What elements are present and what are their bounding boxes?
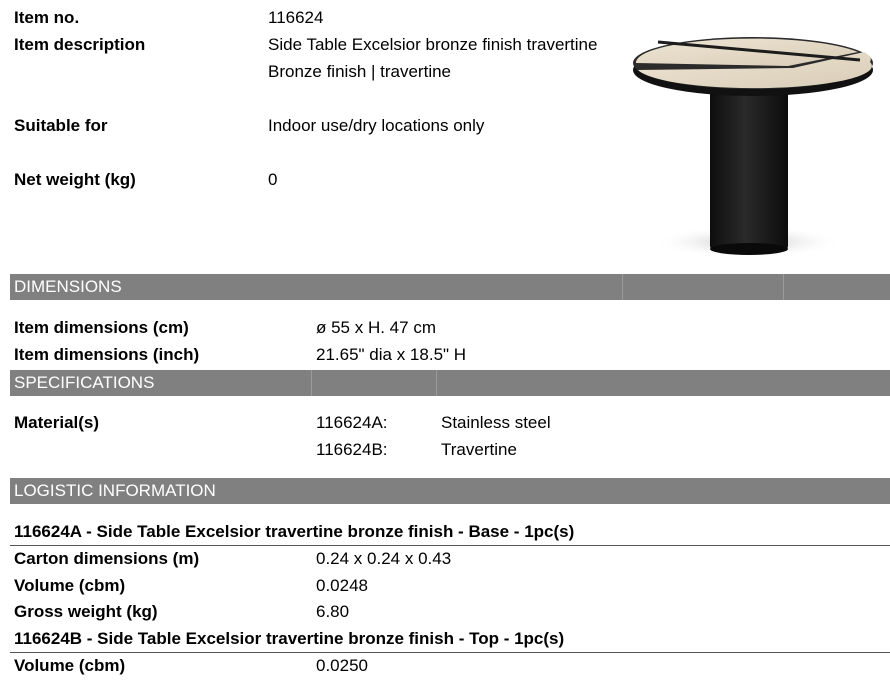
material-name: Travertine — [441, 440, 517, 459]
product-image — [628, 30, 890, 265]
carton-dimensions-value: 0.24 x 0.24 x 0.43 — [316, 549, 452, 568]
material-code: 116624A: — [316, 413, 388, 432]
net-weight-label: Net weight (kg) — [14, 170, 136, 189]
logistic-title: LOGISTIC INFORMATION — [14, 481, 216, 500]
band-divider — [783, 274, 784, 300]
dimensions-title: DIMENSIONS — [14, 277, 122, 296]
logistic-section-header — [10, 478, 890, 504]
item-no-value: 116624 — [268, 8, 324, 27]
materials-label: Material(s) — [14, 413, 100, 432]
dimensions-section-header — [10, 274, 890, 300]
suitable-for-value: Indoor use/dry locations only — [268, 116, 485, 135]
part-a-title: 116624A - Side Table Excelsior travertine bronze finish - Base - 1pc(s) — [14, 522, 575, 541]
item-no-label: Item no. — [14, 8, 80, 27]
item-description-label: Item description — [14, 35, 146, 54]
item-dimensions-inch-label: Item dimensions (inch) — [14, 345, 200, 364]
band-divider — [311, 370, 312, 396]
part-a-divider — [10, 545, 890, 546]
band-divider — [622, 274, 623, 300]
suitable-for-label: Suitable for — [14, 116, 108, 135]
carton-dimensions-label: Carton dimensions (m) — [14, 549, 200, 568]
volume-b-label: Volume (cbm) — [14, 656, 126, 675]
material-code: 116624B: — [316, 440, 388, 459]
item-dimensions-cm-value: ø 55 x H. 47 cm — [316, 318, 436, 337]
material-name: Stainless steel — [441, 413, 551, 432]
item-dimensions-cm-label: Item dimensions (cm) — [14, 318, 189, 337]
band-divider — [436, 370, 437, 396]
net-weight-value: 0 — [268, 170, 278, 189]
item-description-line2: Bronze finish | travertine — [268, 62, 451, 81]
table-base — [710, 85, 788, 250]
item-dimensions-inch-value: 21.65" dia x 18.5" H — [316, 345, 467, 364]
gross-weight-value: 6.80 — [316, 602, 350, 621]
volume-a-value: 0.0248 — [316, 576, 368, 595]
volume-b-value: 0.0250 — [316, 656, 368, 675]
item-description-line1: Side Table Excelsior bronze finish travertine — [268, 35, 598, 54]
specifications-section-header — [10, 370, 890, 396]
part-b-title: 116624B - Side Table Excelsior travertine bronze finish - Top - 1pc(s) — [14, 629, 565, 648]
gross-weight-label: Gross weight (kg) — [14, 602, 158, 621]
volume-a-label: Volume (cbm) — [14, 576, 126, 595]
base-bottom — [710, 243, 788, 255]
part-b-divider — [10, 652, 890, 653]
specifications-title: SPECIFICATIONS — [14, 373, 155, 392]
